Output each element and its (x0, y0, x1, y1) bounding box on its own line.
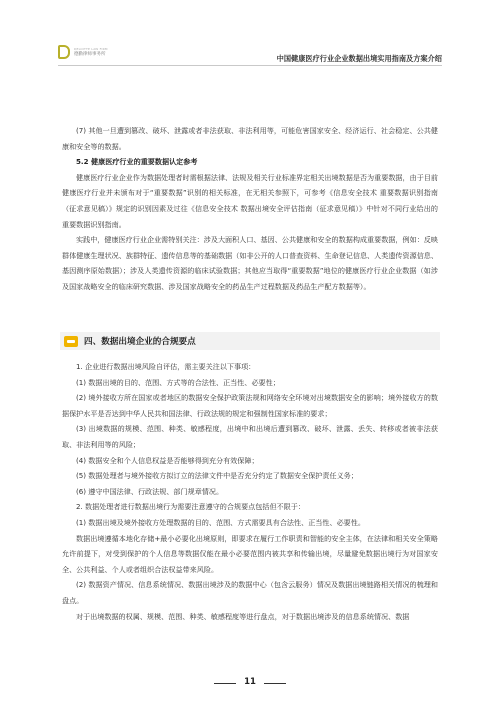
paragraph-important-data: 健康医疗行业企业作为数据处理者时需根据法律、法规及相关行业标准界定相关出境数据是否为重要数据，由于目前健康医疗行业并未颁布对于“重要数据”识别的相关标准，在无相关参照下，可参考《信息安全技术 重要数据识别指南（征求意见稿）》规定的识别因素及过往《信息安全技术 数据出境安全评估指南（征求意见稿）》中针对不同行业给出的重要数据识别指南。 (62, 172, 438, 229)
footer-rule-right (264, 683, 286, 684)
list-item: 2. 数据处理者进行数据出境行为需要注意遵守的合规要点包括但不限于： (76, 502, 305, 512)
subsection-heading: 5.2 健康医疗行业的重要数据认定参考 (76, 157, 198, 167)
firm-logo (58, 45, 108, 59)
page-footer (0, 677, 500, 689)
page-number: 11 (244, 677, 256, 687)
list-item: (2) 数据资产情况、信息系统情况、数据出境涉及的数据中心（包含云服务）情况及数据出境链路相关情况的梳理和盘点。 (62, 580, 438, 605)
paragraph: 对于出境数据的权属、规模、范围、种类、敏感程度等进行盘点，对于数据出境涉及的信息系统情况、数据 (76, 611, 410, 621)
body-text-compliance (62, 359, 438, 624)
list-item: (4) 数据安全和个人信息权益是否能够得到充分有效保障； (76, 455, 259, 465)
paragraph: 数据出境遵循本地化存储+最小必要化出境原则，即要求在履行工作职责和智能的安全主体，在法律和相关安全策略允许前提下，对受到保护的个人信息等数据仅能在最小必要范围内被共享和传输出境，尽量避免数据出境行为对国家安全、公共利益、个人或者组织合法权益带来风险。 (62, 533, 438, 574)
section-title: 四、数据出境企业的合规要点 (84, 337, 196, 347)
paragraph-item-7: (7) 其他一旦遭到篡改、破坏、泄露或者非法获取、非法利用等，可能危害国家安全、经济运行、社会稳定、公共健康和安全等的数据。 (62, 126, 438, 151)
list-item: (2) 境外接收方所在国家或者地区的数据安全保护政策法规和网络安全环境对出境数据安全的影响；境外接收方的数据保护水平是否达到中华人民共和国法律、行政法规的规定和强制性国家标准的要求； (62, 393, 438, 418)
header-divider (58, 65, 442, 66)
list-item: (1) 数据出境及境外接收方处理数据的目的、范围、方式需要具有合法性、正当性、必要性。 (76, 517, 365, 527)
section-heading-bar (60, 332, 440, 350)
body-text-top (62, 123, 438, 295)
logo-mark-icon (58, 45, 70, 59)
list-item: (6) 遵守中国法律、行政法规、部门规章情况。 (76, 486, 224, 496)
list-item: (1) 数据出境的目的、范围、方式等的合法性、正当性、必要性； (76, 377, 280, 387)
logo-english-text: DELOITTE LAW FIRM (74, 47, 108, 51)
logo-chinese-text: 德勤律师事务所 (74, 52, 106, 57)
page-header (0, 0, 500, 70)
paragraph-practice: 实践中，健康医疗行业企业需特别关注：涉及大面积人口、基因、公共健康和安全的数据构成重要数据，例如：反映群体健康生理状况、族群特征、遗传信息等的基础数据（如非公开的人口普查资料、生命登记信息、人类遗传资源信息、基因测序原始数据）；涉及人类遗传资源的临床试验数据；其他应当取得“重要数据”地位的健康医疗行业企业数据（如涉及国家战略安全的临床研究数据、涉及国家战略安全的药品生产过程数据及药品生产配方数据等）。 (62, 235, 438, 291)
footer-rule-left (214, 683, 236, 684)
running-header-title: 中国健康医疗行业企业数据出境实用指南及方案介绍 (276, 54, 442, 63)
folder-icon (64, 336, 78, 347)
list-item: (3) 出境数据的规模、范围、种类、敏感程度，出境中和出境后遭到篡改、破坏、泄露、丢失、转移或者被非法获取、非法利用等的风险； (62, 424, 438, 449)
list-item: (5) 数据处理者与境外接收方拟订立的法律文件中是否充分约定了数据安全保护责任义务； (76, 471, 358, 481)
list-item: 1. 企业进行数据出境风险自评估，需主要关注以下事项： (76, 362, 256, 371)
